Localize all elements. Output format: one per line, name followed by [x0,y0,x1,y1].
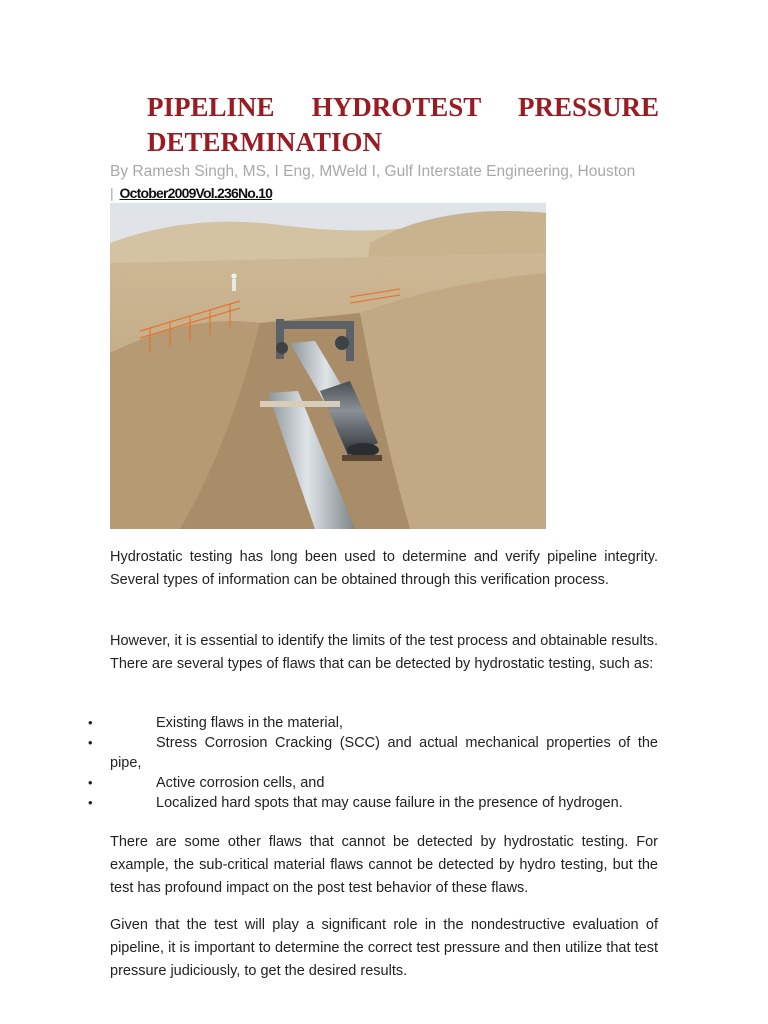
flaw-list [0,713,768,813]
paragraph-1: Hydrostatic testing has long been used to determine and verify pipeline integrity. Several types of information can be obtained through this verification process. [110,549,658,588]
issue-link[interactable]: October2009Vol.236No.10 [119,185,273,201]
article-title-line-1: PIPELINE HYDROTEST PRESSURE [147,92,659,122]
list-item-text: Active corrosion cells, and [156,775,325,791]
bullet-glyph: • [88,735,93,750]
bullet-glyph: • [88,715,93,730]
list-item [0,793,658,813]
paragraph-4: Given that the test will play a significant role in the nondestructive evaluation of pipeline, it is important to determine the correct test pressure and then utilize that test pressure judiciously, to get the desired results. [110,917,658,979]
paragraph-3: There are some other flaws that cannot be detected by hydrostatic testing. For example, the sub-critical material flaws cannot be detected by hydro testing, but the test has profound impact on the post test behavior of these flaws. [110,834,658,896]
list-item-text: Existing flaws in the material, [156,715,343,731]
issue-separator: | [110,185,114,201]
bullet-glyph: • [88,775,93,790]
issue-info [110,183,272,203]
bullet-glyph: • [88,795,93,810]
article-title [147,90,659,160]
author-byline: By Ramesh Singh, MS, I Eng, MWeld I, Gulf Interstate Engineering, Houston [110,163,636,180]
pipeline-trench-photo [110,203,546,529]
list-item [0,773,658,793]
paragraph-2: However, it is essential to identify the limits of the test process and obtainable results. There are several types of flaws that can be detected by hydrostatic testing, such as: [110,633,658,672]
list-item [0,713,658,733]
article-title-line-2: DETERMINATION [147,127,383,157]
list-item [0,733,658,773]
list-item-text: Stress Corrosion Cracking (SCC) and actual mechanical properties of the pipe, [110,735,658,771]
list-item-text: Localized hard spots that may cause failure in the presence of hydrogen. [156,795,623,811]
